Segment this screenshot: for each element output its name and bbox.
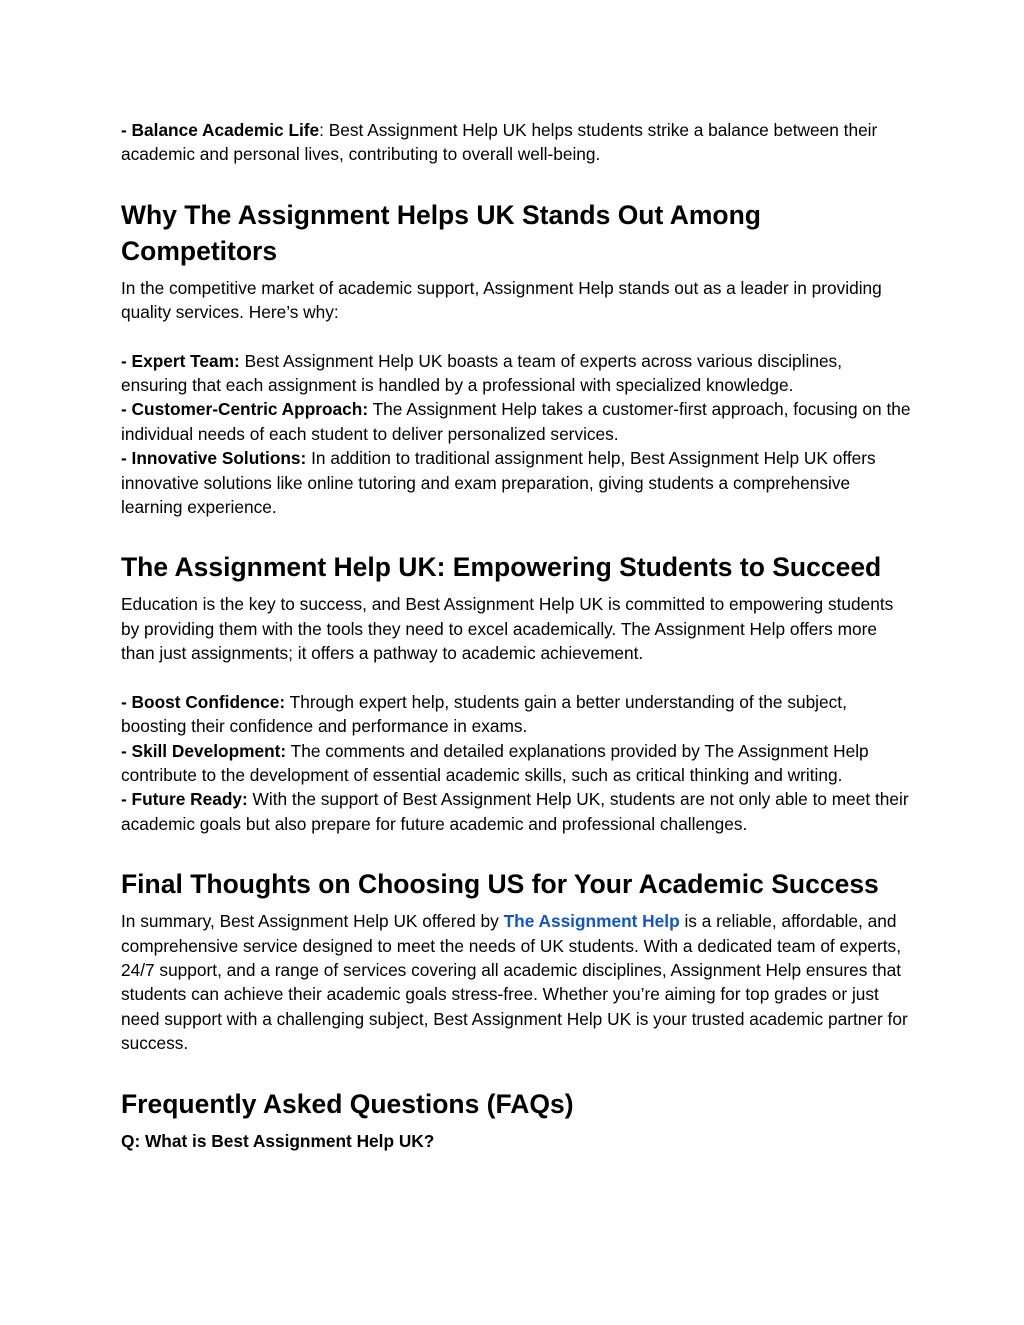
item-label: - Future Ready:	[121, 789, 248, 810]
item-text: In addition to traditional assignment help, Best Assignment Help UK offers innovative solutions like online tutoring and exam preparation, giving students a comprehensive learning experience.	[121, 448, 876, 518]
item-text: With the support of Best Assignment Help UK, students are not only able to meet their academic goals but also prepare for future academic and professional challenges.	[121, 789, 909, 834]
item-label: - Balance Academic Life	[121, 120, 320, 140]
the-assignment-help-link[interactable]: The Assignment Help	[503, 911, 680, 932]
section-heading-faqs: Frequently Asked Questions (FAQs)	[121, 1088, 574, 1119]
list-item	[121, 397, 911, 446]
faq-question	[121, 1129, 911, 1153]
item-text: : Best Assignment Help UK helps students strike a balance between their academic and personal lives, contributing to overall well-being.	[121, 120, 878, 165]
list-item	[121, 690, 911, 739]
section-paragraph	[121, 909, 911, 1055]
paragraph-text-before-link: In summary, Best Assignment Help UK offered by	[121, 911, 504, 932]
item-text: Best Assignment Help UK boasts a team of experts across various disciplines, ensuring that each assignment is handled by a professional with specialized knowledge.	[121, 350, 843, 396]
list-item	[121, 739, 911, 788]
faq-question-text: Q: What is Best Assignment Help UK?	[121, 1130, 435, 1151]
item-label: - Expert Team:	[121, 350, 240, 371]
paragraph-text-after-link: is a reliable, affordable, and comprehensive service designed to meet the needs of UK students. With a dedicated team of experts, 24/7 support, and a range of services covering all academic disciplines, Assignment Help ensures that students can achieve their academic goals stress-free. Whether you’re aiming for top grades or just need support with a challenging subject, Best Assignment Help UK is your trusted academic partner for success.	[121, 911, 908, 1054]
list-item	[121, 446, 911, 519]
section-paragraph: Education is the key to success, and Best Assignment Help UK is committed to empowering students by providing them with the tools they need to excel academically. The Assignment Help offers more than just assignments; it offers a pathway to academic achievement.	[121, 594, 894, 664]
section-heading-empowering-students: The Assignment Help UK: Empowering Students to Succeed	[121, 552, 882, 583]
list-item	[121, 787, 911, 836]
item-label: - Boost Confidence:	[121, 691, 286, 712]
section-heading-final-thoughts: Final Thoughts on Choosing US for Your Academic Success	[121, 869, 879, 900]
item-text: The Assignment Help takes a customer-first approach, focusing on the individual needs of each student to deliver personalized services.	[121, 399, 911, 444]
section-heading-why-stands-out: Why The Assignment Helps UK Stands Out Among Competitors	[121, 199, 761, 266]
document-page	[121, 118, 911, 1153]
balance-academic-life-item	[121, 118, 911, 167]
item-label: - Skill Development:	[121, 740, 287, 761]
item-text: The comments and detailed explanations provided by The Assignment Help contribute to the development of essential academic skills, such as critical thinking and writing.	[121, 740, 869, 785]
list-item	[121, 349, 911, 398]
item-text: Through expert help, students gain a better understanding of the subject, boosting their confidence and performance in exams.	[121, 691, 847, 737]
item-label: - Innovative Solutions:	[121, 448, 307, 469]
section-paragraph: In the competitive market of academic support, Assignment Help stands out as a leader in providing quality services. Here’s why:	[121, 277, 882, 323]
item-label: - Customer-Centric Approach:	[121, 399, 369, 420]
